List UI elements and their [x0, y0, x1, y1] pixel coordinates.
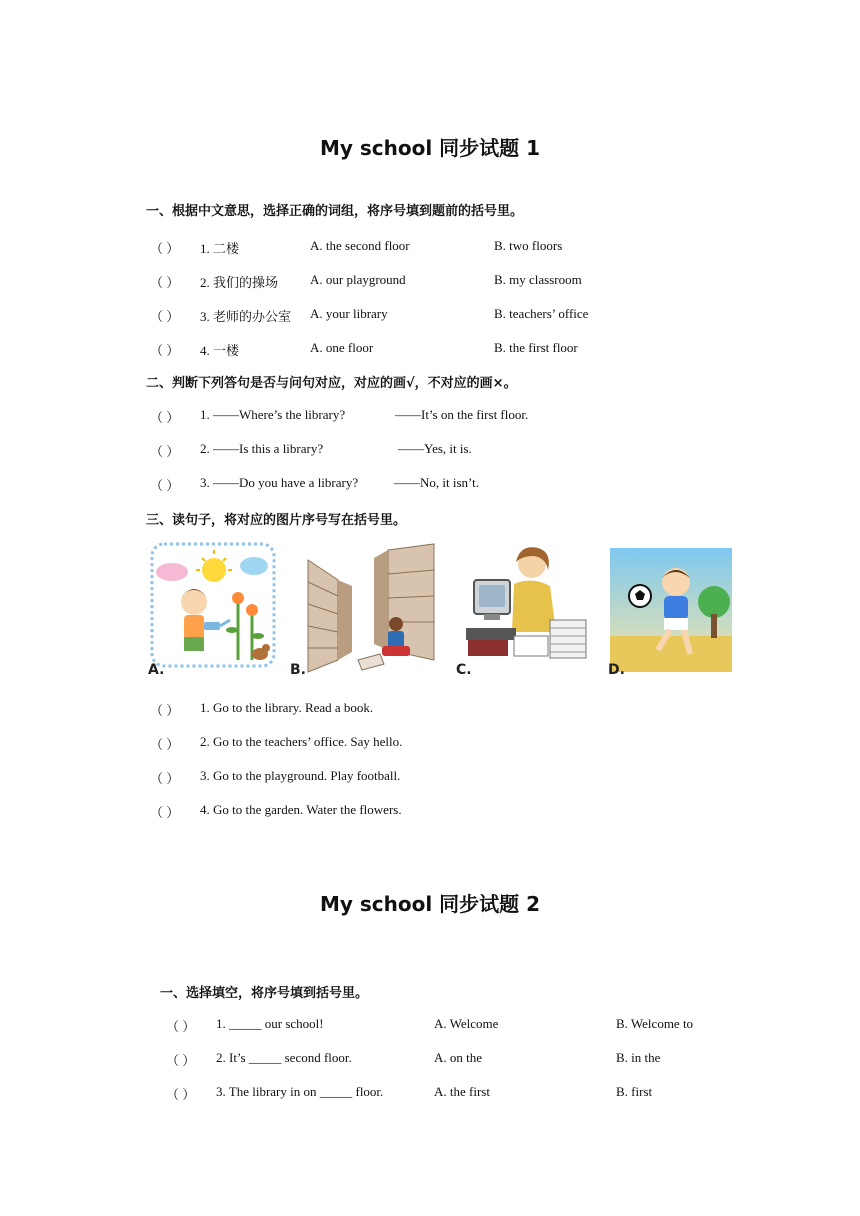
answer-text: ——No, it isn’t.	[394, 475, 479, 490]
question-text: 3. The library in on _____ floor.	[216, 1084, 384, 1099]
answer-paren: （ ）	[150, 343, 180, 358]
question-text: 1. ——Where’s the library?	[200, 407, 346, 422]
question-text: 3. ——Do you have a library?	[200, 475, 359, 490]
option-b: B. two floors	[494, 238, 563, 253]
option-b: B. Welcome to	[616, 1016, 694, 1031]
test2-part1-item	[0, 1084, 860, 1104]
option-a: A. your library	[310, 306, 388, 321]
answer-paren: （ ）	[150, 275, 180, 290]
question-text: 2. 我们的操场	[200, 275, 279, 290]
option-b: B. in the	[616, 1050, 661, 1065]
answer-paren: （ ）	[166, 1087, 196, 1102]
option-b: B. teachers’ office	[494, 306, 589, 321]
answer-paren: （ ）	[150, 805, 180, 820]
picture-label: B.	[290, 662, 306, 678]
sentence-text: 1. Go to the library. Read a book.	[200, 700, 374, 715]
picture-c	[454, 540, 594, 680]
test1-part2-item	[0, 407, 860, 427]
answer-paren: （ ）	[166, 1053, 196, 1068]
picture-label: D.	[608, 662, 625, 678]
answer-paren: （ ）	[150, 444, 180, 459]
answer-paren: （ ）	[150, 410, 180, 425]
answer-paren: （ ）	[150, 737, 180, 752]
test1-part1-heading: 一、根据中文意思，选择正确的词组，将序号填到题前的括号里。	[146, 204, 524, 219]
test1-part3-item	[0, 802, 860, 822]
picture-a	[146, 540, 278, 680]
option-b: B. the first floor	[494, 340, 578, 355]
test1-part3-heading: 三、读句子，将对应的图片序号写在括号里。	[146, 513, 407, 528]
question-text: 4. 一楼	[200, 343, 240, 358]
test1-part2-item	[0, 441, 860, 461]
option-a: A. our playground	[310, 272, 406, 287]
option-a: A. Welcome	[434, 1016, 499, 1031]
test1-part1-item	[0, 272, 860, 292]
sentence-text: 4. Go to the garden. Water the flowers.	[200, 802, 402, 817]
answer-paren: （ ）	[150, 478, 180, 493]
test1-part3-item	[0, 768, 860, 788]
option-a: A. on the	[434, 1050, 483, 1065]
test1-part1-item	[0, 238, 860, 258]
question-text: 1. _____ our school!	[216, 1016, 324, 1031]
answer-text: ——It’s on the first floor.	[395, 407, 529, 422]
answer-paren: （ ）	[166, 1019, 196, 1034]
sentence-text: 3. Go to the playground. Play football.	[200, 768, 401, 783]
test2-part1-item	[0, 1016, 860, 1036]
option-b: B. my classroom	[494, 272, 582, 287]
question-text: 3. 老师的办公室	[200, 309, 292, 324]
option-a: A. the second floor	[310, 238, 410, 253]
test1-part2-heading: 二、判断下列答句是否与问句对应，对应的画√，不对应的画×。	[146, 376, 517, 391]
option-b: B. first	[616, 1084, 653, 1099]
test1-title: My school 同步试题 1	[319, 136, 541, 160]
library-reading-icon	[288, 540, 440, 680]
garden-watering-icon	[146, 540, 278, 680]
answer-paren: （ ）	[150, 241, 180, 256]
picture-label: C.	[456, 662, 472, 678]
test1-part3-item	[0, 734, 860, 754]
test2-part1-item	[0, 1050, 860, 1070]
test1-part1-item	[0, 340, 860, 360]
test1-part1-item	[0, 306, 860, 326]
teacher-office-icon	[454, 540, 594, 680]
test2-title: My school 同步试题 2	[319, 892, 541, 916]
question-text: 2. It’s _____ second floor.	[216, 1050, 352, 1065]
boy-football-icon	[606, 540, 736, 680]
picture-strip	[146, 540, 736, 680]
option-a: A. the first	[434, 1084, 490, 1099]
picture-d	[606, 540, 736, 680]
test2-part1-heading: 一、选择填空，将序号填到括号里。	[160, 986, 369, 1001]
answer-paren: （ ）	[150, 309, 180, 324]
test1-part3-item	[0, 700, 860, 720]
answer-paren: （ ）	[150, 703, 180, 718]
sentence-text: 2. Go to the teachers’ office. Say hello.	[200, 734, 403, 749]
question-text: 2. ——Is this a library?	[200, 441, 324, 456]
option-a: A. one floor	[310, 340, 374, 355]
picture-label: A.	[148, 662, 165, 678]
question-text: 1. 二楼	[200, 241, 240, 256]
answer-text: ——Yes, it is.	[398, 441, 472, 456]
picture-b	[288, 540, 440, 680]
test1-part2-item	[0, 475, 860, 495]
answer-paren: （ ）	[150, 771, 180, 786]
